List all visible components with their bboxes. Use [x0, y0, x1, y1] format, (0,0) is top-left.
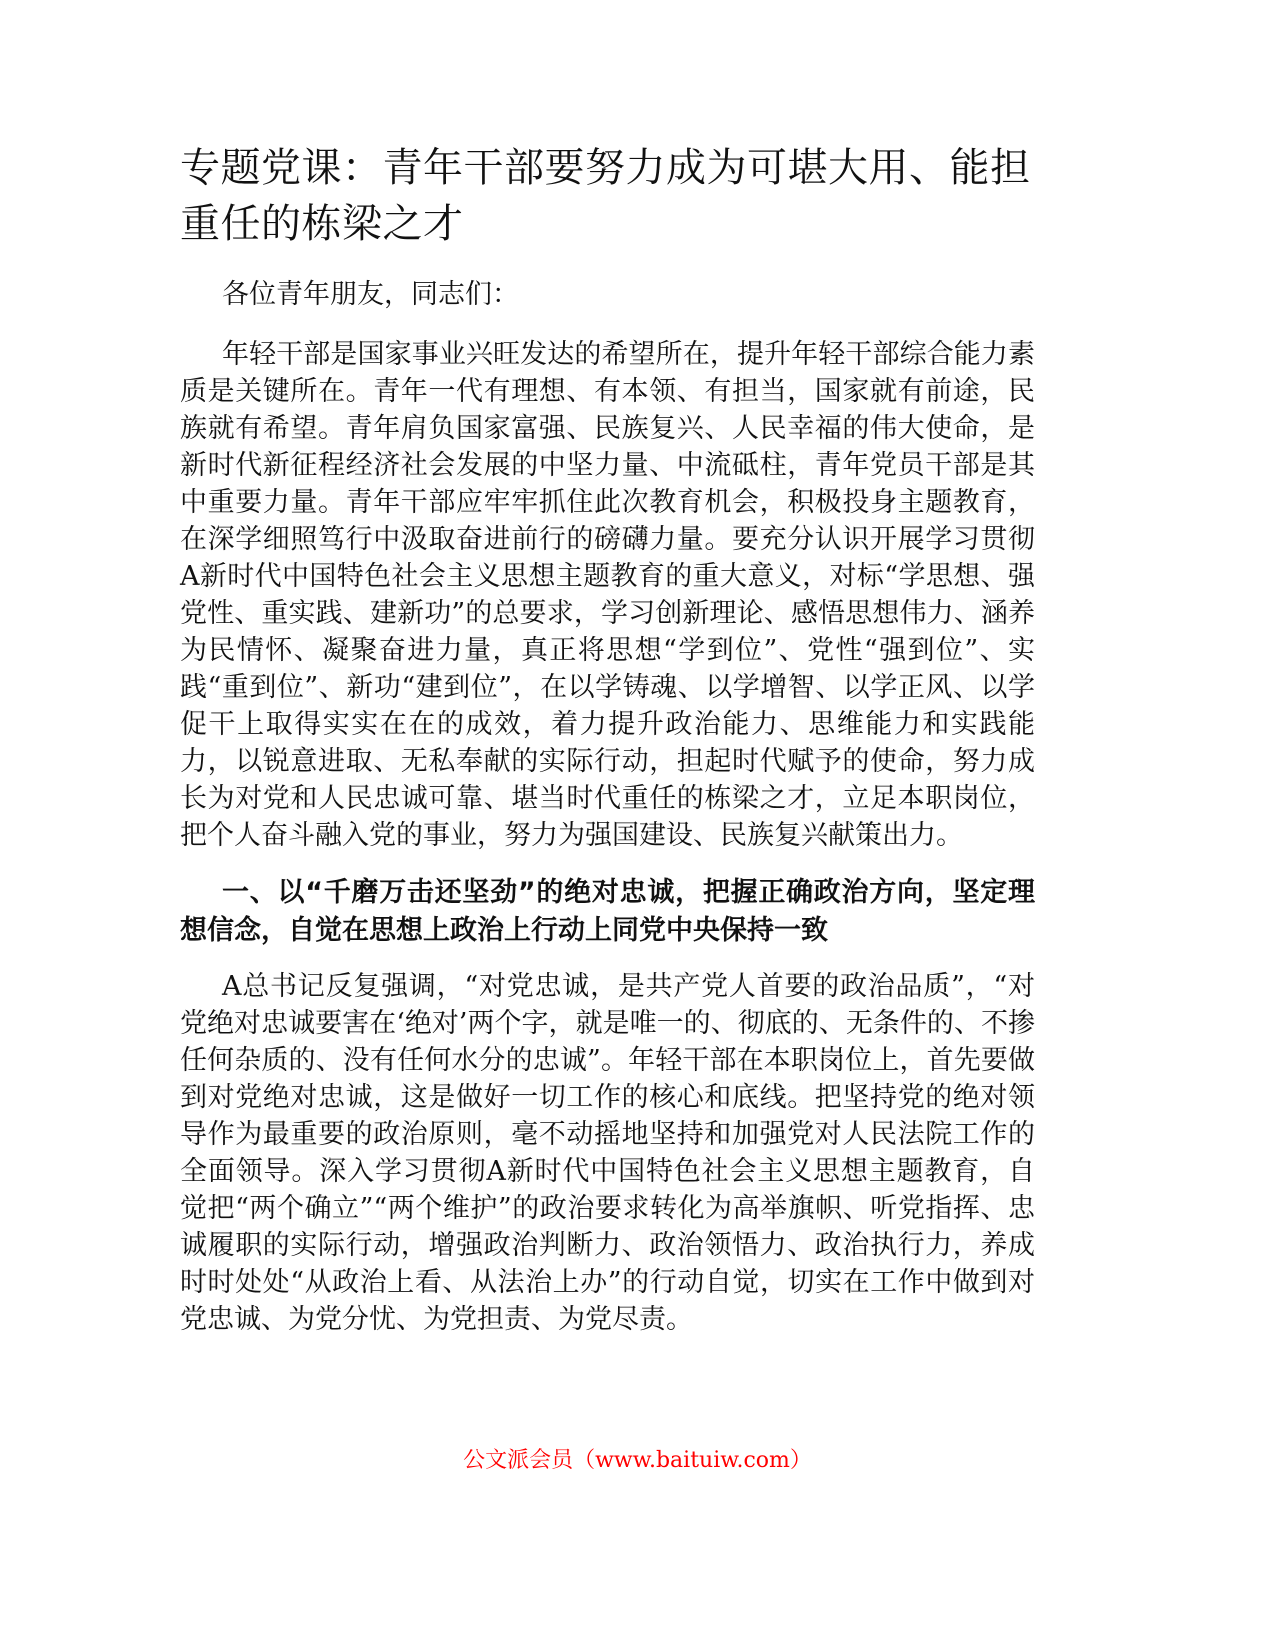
section-heading-1: 一、以“千磨万击还坚劲”的绝对忠诚，把握正确政治方向，坚定理想信念，自觉在思想上政治上行动上同党中央保持一致 — [180, 877, 1035, 946]
document-body — [180, 140, 1035, 1358]
greeting: 各位青年朋友，同志们： — [222, 279, 519, 310]
footer-watermark: 公文派会员（www.baituiw.com） — [463, 1448, 812, 1473]
paragraph-intro: 年轻干部是国家事业兴旺发达的希望所在，提升年轻干部综合能力素质是关键所在。青年一代有理想、有本领、有担当，国家就有前途，民族就有希望。青年肩负国家富强、民族复兴、人民幸福的伟大使命，是新时代新征程经济社会发展的中坚力量、中流砥柱，青年党员干部是其中重要力量。青年干部应牢牢抓住此次教育机会，积极投身主题教育，在深学细照笃行中汲取奋进前行的磅礴力量。要充分认识开展学习贯彻A新时代中国特色社会主义思想主题教育的重大意义，对标“学思想、强党性、重实践、建新功”的总要求，学习创新理论、感悟思想伟力、涵养为民情怀、凝聚奋进力量，真正将思想“学到位”、党性“强到位”、实践“重到位”、新功“建到位”，在以学铸魂、以学增智、以学正风、以学促干上取得实实在在的成效，着力提升政治能力、思维能力和实践能力，以锐意进取、无私奉献的实际行动，担起时代赋予的使命，努力成长为对党和人民忠诚可靠、堪当时代重任的栋梁之才，立足本职岗位，把个人奋斗融入党的事业，努力为强国建设、民族复兴献策出力。 — [180, 339, 1035, 851]
document-title: 专题党课：青年干部要努力成为可堪大用、能担重任的栋梁之才 — [180, 145, 1031, 247]
paragraph-section-1: A总书记反复强调，“对党忠诚，是共产党人首要的政治品质”，“对党绝对忠诚要害在‘绝对’两个字，就是唯一的、彻底的、无条件的、不掺任何杂质的、没有任何水分的忠诚”。年轻干部在本职岗位上，首先要做到对党绝对忠诚，这是做好一切工作的核心和底线。把坚持党的绝对领导作为最重要的政治原则，毫不动摇地坚持和加强党对人民法院工作的全面领导。深入学习贯彻A新时代中国特色社会主义思想主题教育，自觉把“两个确立”“两个维护”的政治要求转化为高举旗帜、听党指挥、忠诚履职的实际行动，增强政治判断力、政治领悟力、政治执行力，养成时时处处“从政治上看、从法治上办”的行动自觉，切实在工作中做到对党忠诚、为党分忧、为党担责、为党尽责。 — [180, 971, 1035, 1335]
